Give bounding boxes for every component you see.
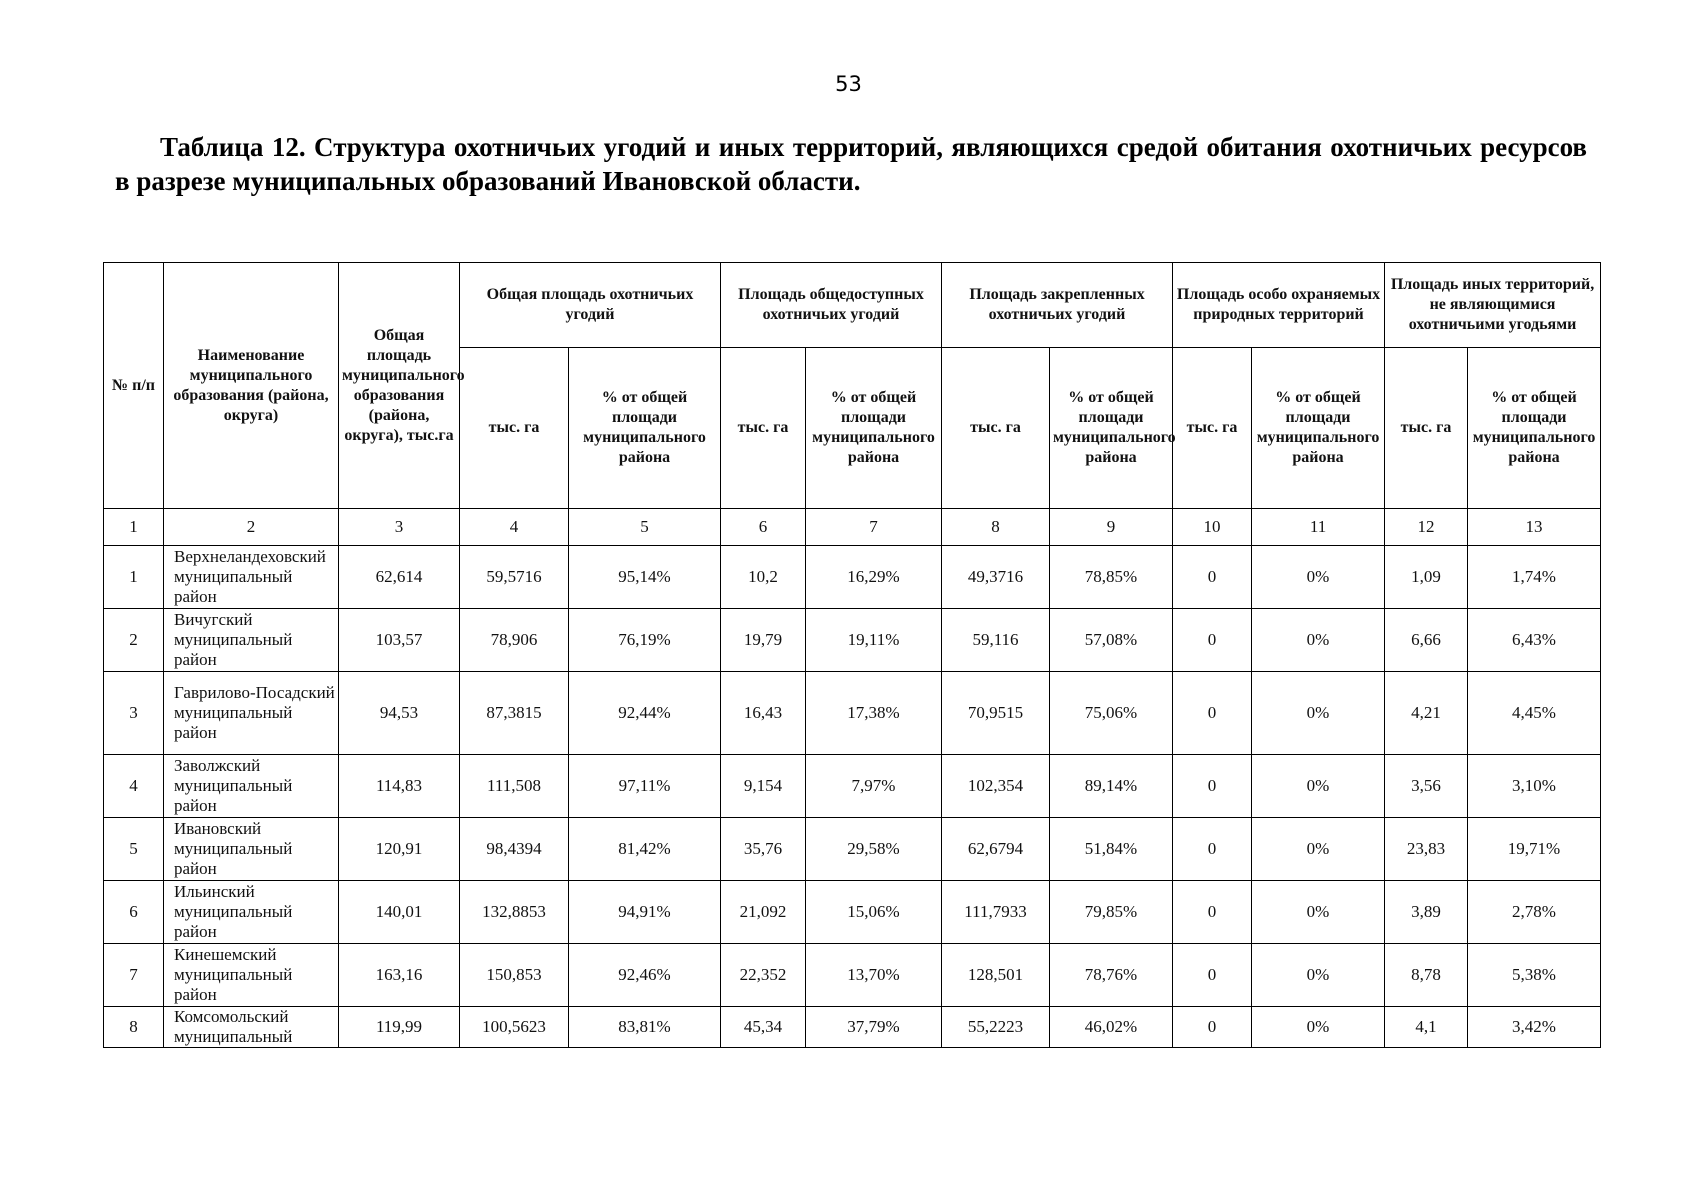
- other-pct-cell: 4,45%: [1468, 672, 1601, 755]
- public-pct-cell: 17,38%: [806, 672, 942, 755]
- header-name: Наименование муниципального образования (района, округа): [164, 263, 339, 509]
- other-pct-cell: 3,10%: [1468, 755, 1601, 818]
- public-area-cell: 9,154: [721, 755, 806, 818]
- hunting-area-cell: 87,3815: [460, 672, 569, 755]
- column-number: 4: [460, 509, 569, 546]
- row-number: 5: [104, 818, 164, 881]
- total-area-cell: 94,53: [339, 672, 460, 755]
- table-body: [104, 509, 1601, 1048]
- other-area-cell: 1,09: [1385, 546, 1468, 609]
- assigned-pct-cell: 79,85%: [1050, 881, 1173, 944]
- municipality-name: Ильинский муниципальный район: [164, 881, 339, 944]
- table-row: [104, 1007, 1601, 1048]
- subheader-pct: % от общей площади муниципального района: [1252, 348, 1385, 509]
- hunting-pct-cell: 94,91%: [569, 881, 721, 944]
- total-area-cell: 140,01: [339, 881, 460, 944]
- assigned-pct-cell: 78,76%: [1050, 944, 1173, 1007]
- total-area-cell: 114,83: [339, 755, 460, 818]
- column-number: 13: [1468, 509, 1601, 546]
- total-area-cell: 119,99: [339, 1007, 460, 1048]
- protected-area-cell: 0: [1173, 1007, 1252, 1048]
- subheader-ths-ga: тыс. га: [460, 348, 569, 509]
- column-number: 12: [1385, 509, 1468, 546]
- municipality-name: Кинешемский муниципальный район: [164, 944, 339, 1007]
- public-pct-cell: 19,11%: [806, 609, 942, 672]
- other-pct-cell: 2,78%: [1468, 881, 1601, 944]
- header-total-area: Общая площадь муниципального образования (района, округа), тыс.га: [339, 263, 460, 509]
- other-pct-cell: 5,38%: [1468, 944, 1601, 1007]
- column-number: 2: [164, 509, 339, 546]
- hunting-pct-cell: 92,44%: [569, 672, 721, 755]
- column-number: 5: [569, 509, 721, 546]
- table-title: Таблица 12. Структура охотничьих угодий и иных территорий, являющихся средой обитания охотничьих ресурсов в разрезе муниципальных образований Ивановской области.: [115, 132, 1587, 196]
- other-area-cell: 8,78: [1385, 944, 1468, 1007]
- assigned-pct-cell: 57,08%: [1050, 609, 1173, 672]
- other-area-cell: 4,21: [1385, 672, 1468, 755]
- hunting-area-cell: 98,4394: [460, 818, 569, 881]
- municipality-name: Гаврилово-Посадский муниципальный район: [164, 672, 339, 755]
- assigned-area-cell: 59,116: [942, 609, 1050, 672]
- hunting-area-cell: 111,508: [460, 755, 569, 818]
- public-area-cell: 16,43: [721, 672, 806, 755]
- assigned-area-cell: 102,354: [942, 755, 1050, 818]
- hunting-pct-cell: 92,46%: [569, 944, 721, 1007]
- column-number: 6: [721, 509, 806, 546]
- assigned-area-cell: 62,6794: [942, 818, 1050, 881]
- header-public: Площадь общедоступных охотничьих угодий: [721, 263, 942, 348]
- assigned-pct-cell: 89,14%: [1050, 755, 1173, 818]
- hunting-area-cell: 132,8853: [460, 881, 569, 944]
- hunting-pct-cell: 81,42%: [569, 818, 721, 881]
- hunting-area-cell: 100,5623: [460, 1007, 569, 1048]
- table-row: [104, 944, 1601, 1007]
- other-pct-cell: 3,42%: [1468, 1007, 1601, 1048]
- table-row: [104, 546, 1601, 609]
- column-number: 1: [104, 509, 164, 546]
- protected-area-cell: 0: [1173, 672, 1252, 755]
- protected-pct-cell: 0%: [1252, 1007, 1385, 1048]
- total-area-cell: 163,16: [339, 944, 460, 1007]
- public-area-cell: 21,092: [721, 881, 806, 944]
- column-number: 7: [806, 509, 942, 546]
- other-pct-cell: 19,71%: [1468, 818, 1601, 881]
- column-number: 8: [942, 509, 1050, 546]
- hunting-area-cell: 150,853: [460, 944, 569, 1007]
- row-number: 4: [104, 755, 164, 818]
- public-pct-cell: 7,97%: [806, 755, 942, 818]
- assigned-area-cell: 55,2223: [942, 1007, 1050, 1048]
- page-number: 53: [835, 72, 862, 96]
- hunting-area-cell: 59,5716: [460, 546, 569, 609]
- municipality-name: Заволжский муниципальный район: [164, 755, 339, 818]
- public-pct-cell: 16,29%: [806, 546, 942, 609]
- column-number: 9: [1050, 509, 1173, 546]
- protected-area-cell: 0: [1173, 755, 1252, 818]
- protected-area-cell: 0: [1173, 944, 1252, 1007]
- subheader-pct: % от общей площади муниципального района: [806, 348, 942, 509]
- row-number: 1: [104, 546, 164, 609]
- other-pct-cell: 1,74%: [1468, 546, 1601, 609]
- other-pct-cell: 6,43%: [1468, 609, 1601, 672]
- assigned-area-cell: 70,9515: [942, 672, 1050, 755]
- protected-area-cell: 0: [1173, 818, 1252, 881]
- header-other: Площадь иных территорий, не являющимися охотничьими угодьями: [1385, 263, 1601, 348]
- assigned-pct-cell: 51,84%: [1050, 818, 1173, 881]
- other-area-cell: 3,89: [1385, 881, 1468, 944]
- protected-area-cell: 0: [1173, 546, 1252, 609]
- assigned-pct-cell: 78,85%: [1050, 546, 1173, 609]
- protected-pct-cell: 0%: [1252, 818, 1385, 881]
- hunting-pct-cell: 97,11%: [569, 755, 721, 818]
- protected-pct-cell: 0%: [1252, 755, 1385, 818]
- subheader-ths-ga: тыс. га: [1173, 348, 1252, 509]
- row-number: 3: [104, 672, 164, 755]
- municipality-name: Ивановский муниципальный район: [164, 818, 339, 881]
- hunting-area-cell: 78,906: [460, 609, 569, 672]
- protected-pct-cell: 0%: [1252, 672, 1385, 755]
- other-area-cell: 23,83: [1385, 818, 1468, 881]
- row-number: 6: [104, 881, 164, 944]
- assigned-area-cell: 111,7933: [942, 881, 1050, 944]
- total-area-cell: 103,57: [339, 609, 460, 672]
- hunting-pct-cell: 76,19%: [569, 609, 721, 672]
- total-area-cell: 120,91: [339, 818, 460, 881]
- protected-pct-cell: 0%: [1252, 881, 1385, 944]
- row-number: 7: [104, 944, 164, 1007]
- header-hunting-total: Общая площадь охотничьих угодий: [460, 263, 721, 348]
- header-protected: Площадь особо охраняемых природных территорий: [1173, 263, 1385, 348]
- public-pct-cell: 37,79%: [806, 1007, 942, 1048]
- protected-area-cell: 0: [1173, 881, 1252, 944]
- table-row: [104, 818, 1601, 881]
- subheader-ths-ga: тыс. га: [721, 348, 806, 509]
- row-number: 8: [104, 1007, 164, 1048]
- assigned-area-cell: 49,3716: [942, 546, 1050, 609]
- public-area-cell: 10,2: [721, 546, 806, 609]
- hunting-grounds-table: [103, 262, 1601, 1048]
- protected-pct-cell: 0%: [1252, 546, 1385, 609]
- protected-pct-cell: 0%: [1252, 944, 1385, 1007]
- public-pct-cell: 15,06%: [806, 881, 942, 944]
- public-area-cell: 35,76: [721, 818, 806, 881]
- protected-area-cell: 0: [1173, 609, 1252, 672]
- other-area-cell: 3,56: [1385, 755, 1468, 818]
- other-area-cell: 6,66: [1385, 609, 1468, 672]
- protected-pct-cell: 0%: [1252, 609, 1385, 672]
- public-area-cell: 45,34: [721, 1007, 806, 1048]
- other-area-cell: 4,1: [1385, 1007, 1468, 1048]
- hunting-pct-cell: 83,81%: [569, 1007, 721, 1048]
- column-number: 11: [1252, 509, 1385, 546]
- subheader-pct: % от общей площади муниципального района: [1468, 348, 1601, 509]
- column-number: 3: [339, 509, 460, 546]
- subheader-ths-ga: тыс. га: [942, 348, 1050, 509]
- total-area-cell: 62,614: [339, 546, 460, 609]
- hunting-pct-cell: 95,14%: [569, 546, 721, 609]
- table-row: [104, 755, 1601, 818]
- header-num: № п/п: [104, 263, 164, 509]
- municipality-name: Верхнеландеховский муниципальный район: [164, 546, 339, 609]
- subheader-pct: % от общей площади муниципального района: [1050, 348, 1173, 509]
- row-number: 2: [104, 609, 164, 672]
- municipality-name: Вичугский муниципальный район: [164, 609, 339, 672]
- header-assigned: Площадь закрепленных охотничьих угодий: [942, 263, 1173, 348]
- public-area-cell: 19,79: [721, 609, 806, 672]
- table-row: [104, 609, 1601, 672]
- column-number: 10: [1173, 509, 1252, 546]
- public-area-cell: 22,352: [721, 944, 806, 1007]
- assigned-area-cell: 128,501: [942, 944, 1050, 1007]
- assigned-pct-cell: 75,06%: [1050, 672, 1173, 755]
- table-row: [104, 672, 1601, 755]
- column-numbers-row: [104, 509, 1601, 546]
- public-pct-cell: 13,70%: [806, 944, 942, 1007]
- subheader-ths-ga: тыс. га: [1385, 348, 1468, 509]
- municipality-name: Комсомольский муниципальный: [164, 1007, 339, 1048]
- assigned-pct-cell: 46,02%: [1050, 1007, 1173, 1048]
- table-row: [104, 881, 1601, 944]
- subheader-pct: % от общей площади муниципального района: [569, 348, 721, 509]
- public-pct-cell: 29,58%: [806, 818, 942, 881]
